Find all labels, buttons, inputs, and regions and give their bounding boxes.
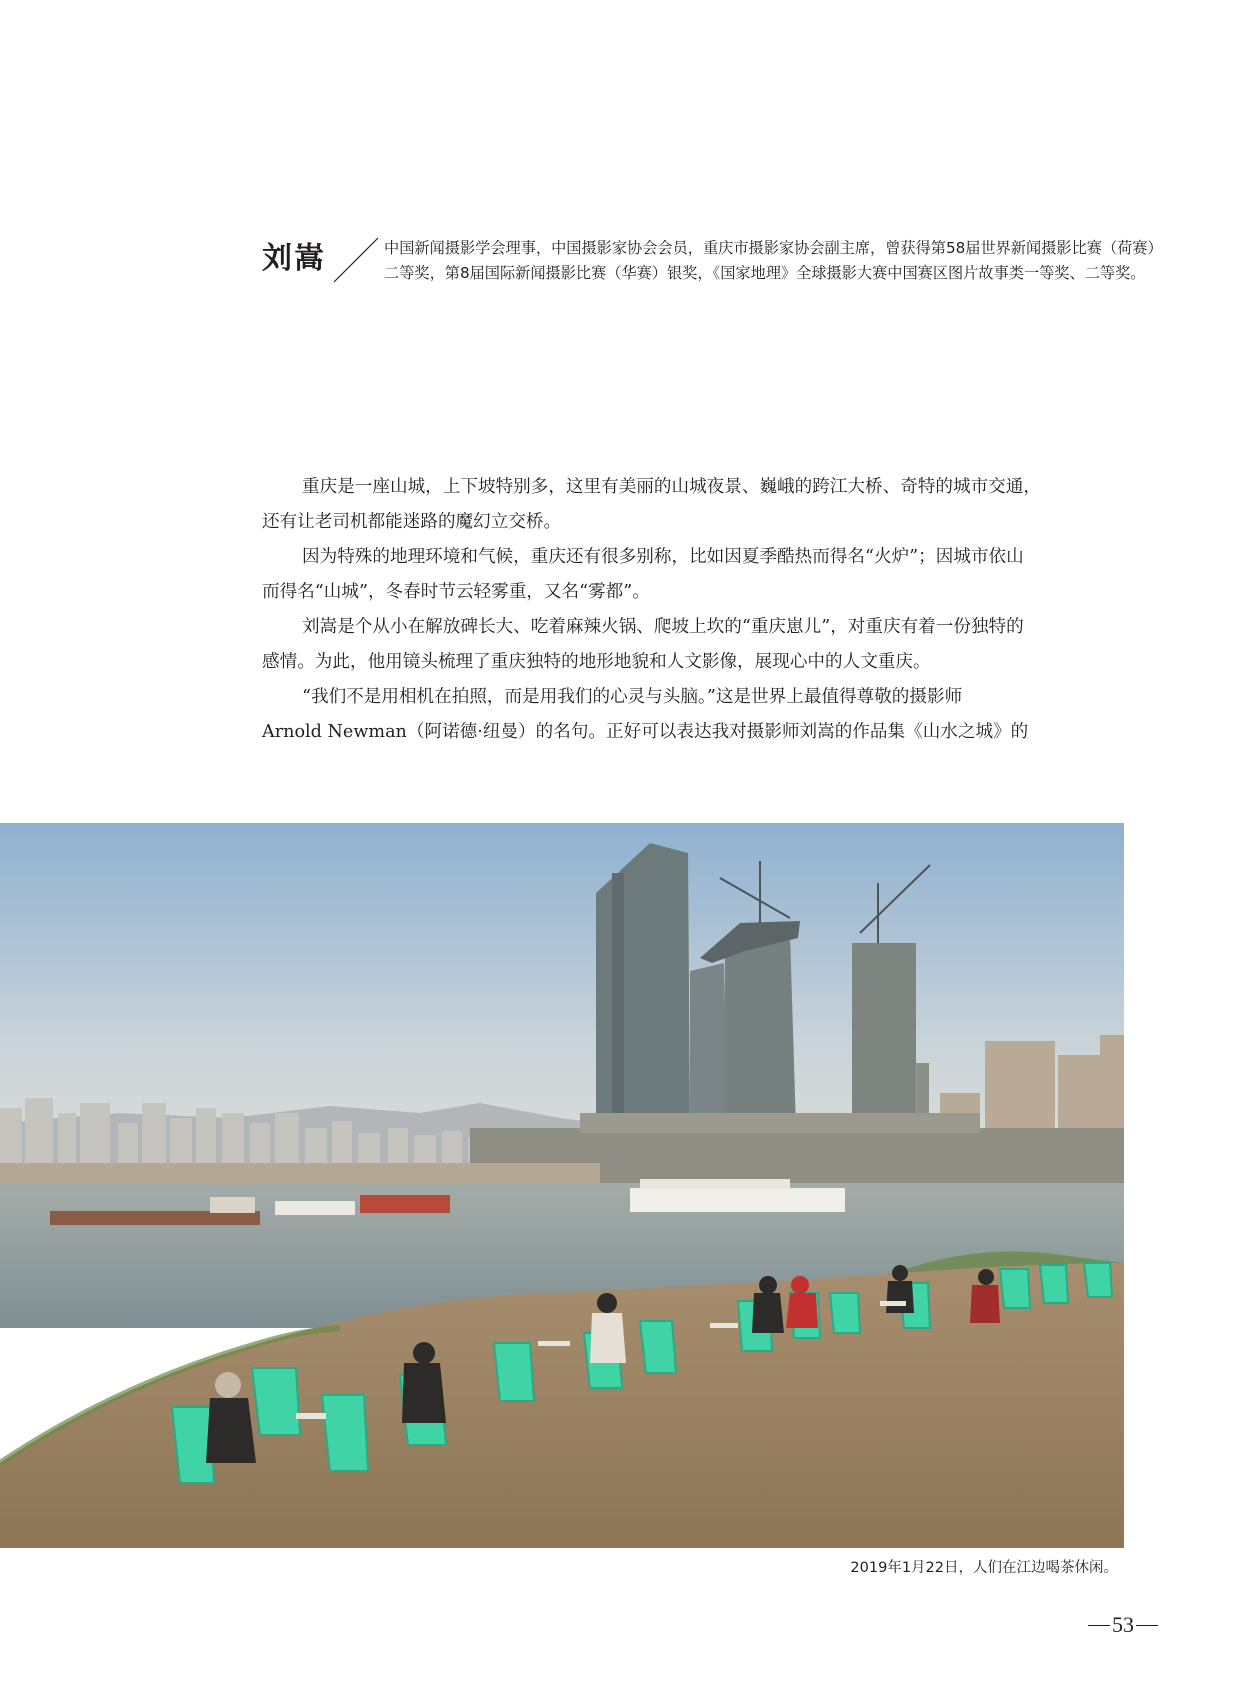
- author-name: 刘嵩: [262, 241, 326, 276]
- article-body: [262, 470, 1122, 750]
- slash-divider: [330, 236, 382, 284]
- body-line: 而得名“山城”，冬春时节云轻雾重，又名“雾都”。: [262, 582, 650, 602]
- author-bio-line: 中国新闻摄影学会理事，中国摄影家协会会员，重庆市摄影家协会副主席，曾获得第58届世界新闻摄影比赛（荷赛）: [384, 239, 1163, 257]
- body-line: “我们不是用相机在拍照，而是用我们的心灵与头脑。”这是世界上最值得尊敬的摄影师: [302, 687, 963, 707]
- riverside-photo: [0, 823, 1124, 1548]
- photo-caption: 2019年1月22日，人们在江边喝茶休闲。: [850, 1560, 1118, 1576]
- body-line: 还有让老司机都能迷路的魔幻立交桥。: [262, 512, 562, 532]
- body-line: Arnold Newman（阿诺德·纽曼）的名句。正好可以表达我对摄影师刘嵩的作品集《山水之城》的: [262, 722, 1029, 742]
- body-line: 重庆是一座山城，上下坡特别多，这里有美丽的山城夜景、巍峨的跨江大桥、奇特的城市交通，: [302, 477, 1041, 497]
- page-number-dash: [1088, 1625, 1110, 1626]
- author-bio: [384, 236, 1163, 286]
- body-line: 因为特殊的地理环境和气候，重庆还有很多别称，比如因夏季酷热而得名“火炉”；因城市依山: [302, 547, 1024, 567]
- page-number-dash: [1136, 1625, 1158, 1626]
- page-number-text: 53: [1112, 1612, 1134, 1637]
- body-line: 感情。为此，他用镜头梳理了重庆独特的地形地貌和人文影像，展现心中的人文重庆。: [262, 652, 931, 672]
- author-bio-line: 二等奖，第8届国际新闻摄影比赛（华赛）银奖，《国家地理》全球摄影大赛中国赛区图片故事类一等奖、二等奖。: [384, 264, 1146, 282]
- page-number: [1086, 1612, 1160, 1638]
- riverside-photo-illustration: [0, 823, 1124, 1548]
- body-line: 刘嵩是个从小在解放碑长大、吃着麻辣火锅、爬坡上坎的“重庆崽儿”，对重庆有着一份独特的: [302, 617, 1024, 637]
